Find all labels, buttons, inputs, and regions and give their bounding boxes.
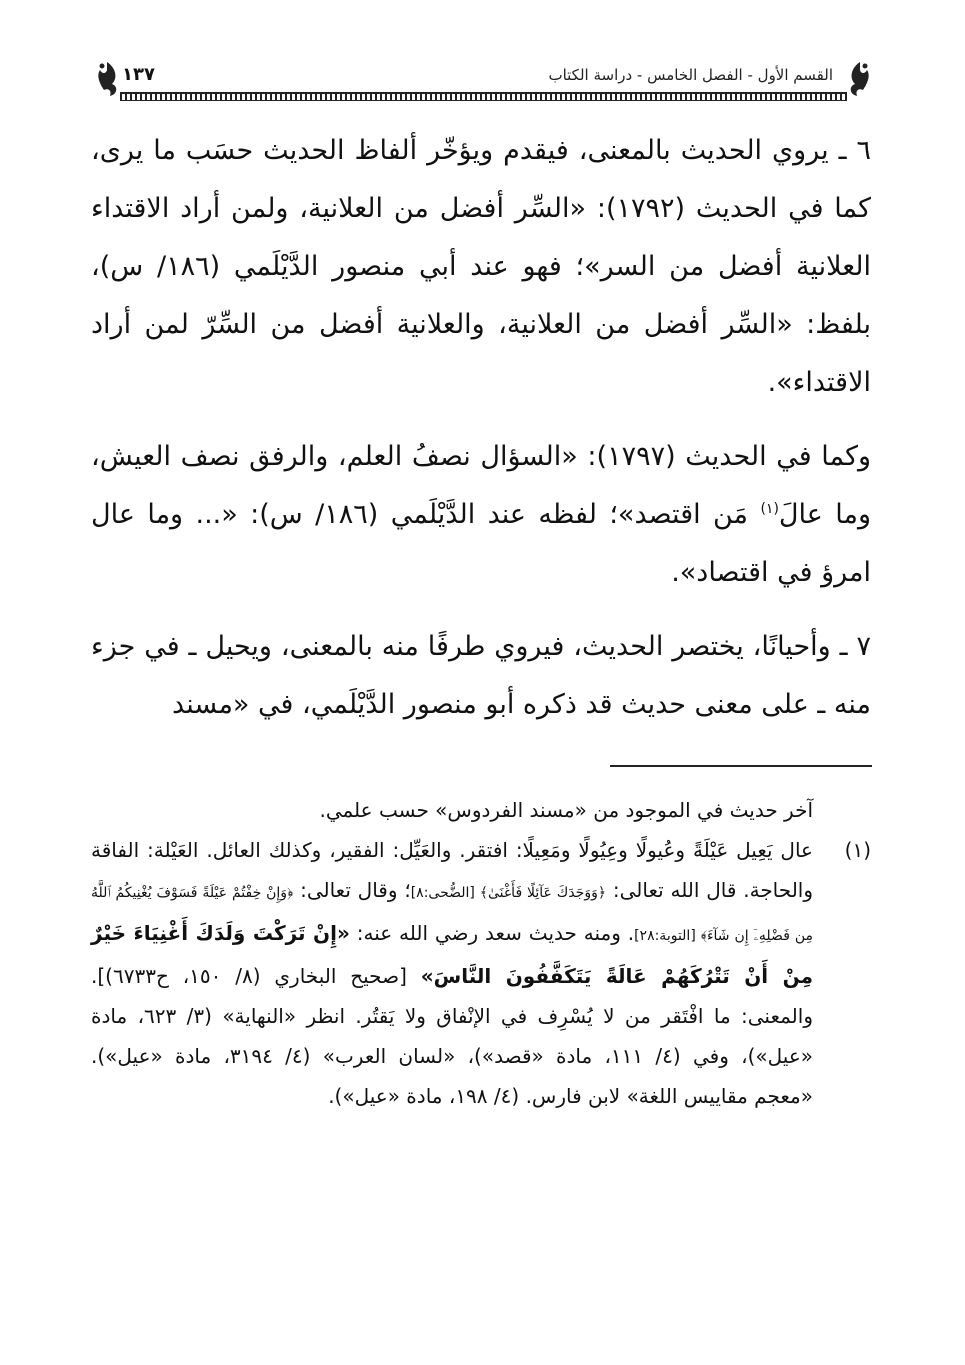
page-number: ١٣٧ xyxy=(122,64,155,85)
paragraph-6: ٦ ـ يروي الحديث بالمعنى، فيقدم ويؤخّر ألفاظ الحديث حسَب ما يرى، كما في الحديث (١٧٩٢): «السِّر أفضل من العلانية، ولمن أراد الاقتداء العلانية أفضل من السر»؛ فهو عند أبي منصور الدَّيْلَمي (١٨٦/ س)، بلفظ: «السِّر أفضل من العلانية، والعلانية أفضل من السِّرّ لمن أراد الاقتداء». xyxy=(91,135,872,398)
paragraph-7: ٧ ـ وأحيانًا، يختصر الحديث، فيروي طرفًا منه بالمعنى، ويحيل ـ في جزء منه ـ على معنى حديث قد ذكره أبو منصور الدَّيْلَمي، في «مسند xyxy=(91,631,871,720)
paragraph-6-example xyxy=(91,428,871,602)
main-text xyxy=(91,122,871,750)
footnote-1-text-a: عال يَعِيل عَيْلَةً وعُيولًا وعِيُولًا ومَعِيلًا: افتقر. والعَيِّل: الفقير، وكذلك العائل. العَيْلة: الفاقة والحاجة. قال الله تعالى: xyxy=(91,838,813,902)
right-ornament-icon xyxy=(845,60,875,98)
footnote-separator xyxy=(610,765,872,767)
page-header xyxy=(92,58,875,108)
footnote-1-text-b: ؛ وقال تعالى: xyxy=(293,878,411,902)
footnote-ref-1[interactable]: (١) xyxy=(760,501,779,517)
paragraph-6-example-start: وكما في الحديث (١٧٩٧): «السؤال نصفُ العلم، والرفق نصف العيش، وما عالَ xyxy=(91,441,871,530)
hadith-quote: «إِنْ تَرَكْتَ وَلَدَكَ أَغْنِيَاءَ خَيْرٌ مِنْ أَنْ تَتْرُكَهُمْ عَالَةً يَتَكَفَّفُونَ النَّاسَ» xyxy=(91,921,813,988)
footnote-1 xyxy=(91,830,871,1116)
footnote-1-text-c: . ومنه حديث سعد رضي الله عنه: xyxy=(349,921,635,945)
quran-quote-1: ﴿وَوَجَدَكَ عَآئِلًا فَأَغْنَىٰ﴾ [الضُّحى:٨] xyxy=(410,885,607,901)
running-title: القسم الأول - الفصل الخامس - دراسة الكتاب xyxy=(548,66,833,84)
footnote-1-text-d: [صحيح البخاري (٨/ ١٥٠، ح٦٧٣٣)]. والمعنى: ما افْتَقر من لا يُسْرِف في الإنْفاق ولا يَقتُر. انظر «النهاية» (٣/ ٦٢٣، مادة «عيل»)، وفي (٤/ ١١١، مادة «قصد»)، «لسان العرب» (٤/ ٣١٩٤، مادة «عيل»). «معجم مقاييس اللغة» لابن فارس. (٤/ ١٩٨، مادة «عيل»). xyxy=(91,964,813,1108)
footnotes xyxy=(91,790,871,1116)
footnote-1-number: (١) xyxy=(844,838,871,862)
header-rule xyxy=(120,92,847,101)
quran-quote-2: ﴿وَإِنْ خِفْتُمْ عَيْلَةً فَسَوْفَ يُغْنِيكُمُ ٱللَّهُ مِن فَضْلِهِۦٓ إِن شَآءَ﴾ [التوبة:٢٨] xyxy=(91,885,813,944)
left-ornament-icon xyxy=(92,60,122,98)
footnote-continuation: آخر حديث في الموجود من «مسند الفردوس» حسب علمي. xyxy=(319,798,813,822)
paragraph-6-example-end: مَن اقتصد»؛ لفظه عند الدَّيْلَمي (١٨٦/ س): «... وما عال امرؤ في اقتصاد». xyxy=(91,499,871,588)
